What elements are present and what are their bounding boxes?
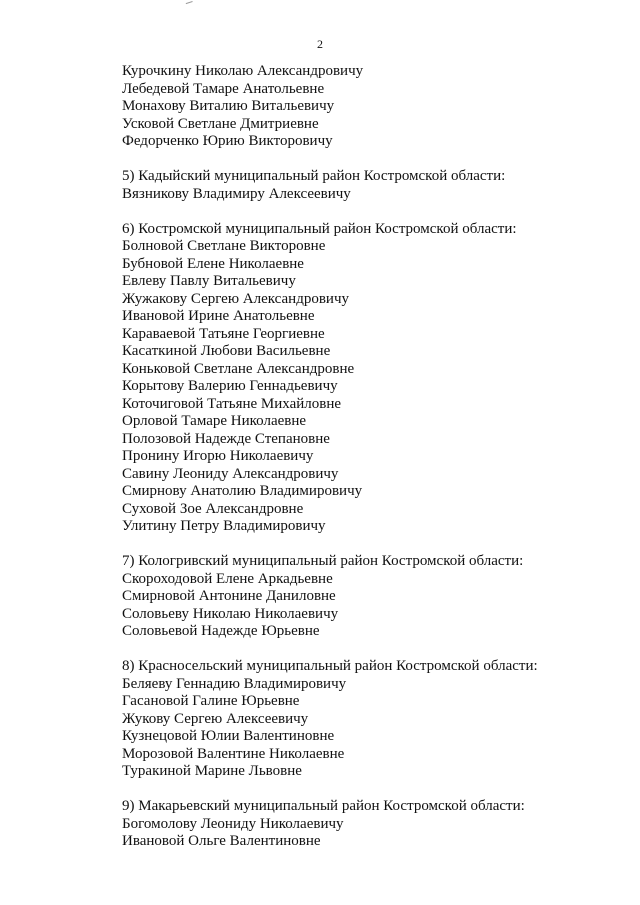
person-name: Бубновой Елене Николаевне: [122, 255, 304, 272]
person-name: Савину Леониду Александровичу: [122, 465, 339, 482]
district-heading: 9) Макарьевский муниципальный район Костромской области:: [122, 798, 525, 814]
person-name: Пронину Игорю Николаевичу: [122, 448, 314, 464]
person-name: Монахову Виталию Витальевичу: [122, 98, 335, 114]
person-name: Беляеву Геннадию Владимировичу: [122, 675, 347, 692]
section-spacer: [122, 641, 622, 659]
person-name: Смирновой Антонине Даниловне: [122, 588, 336, 604]
person-name: Скороходовой Елене Аркадьевне: [122, 570, 333, 587]
person-name: Орловой Тамаре Николаевне: [122, 413, 307, 429]
person-name: Федорченко Юрию Викторовичу: [122, 133, 333, 149]
page-number: 2: [317, 37, 323, 51]
person-name: Богомолову Леониду Николаевичу: [122, 815, 344, 832]
person-name: Касаткиной Любови Васильевне: [122, 343, 331, 359]
document-body: [122, 63, 622, 851]
person-name: Гасановой Галине Юрьевне: [122, 693, 300, 709]
person-name: Жукову Сергею Алексеевичу: [122, 710, 309, 727]
person-name: Усковой Светлане Дмитриевне: [122, 115, 319, 132]
district-section-makaryevsky: [122, 798, 622, 851]
district-heading: 6) Костромской муниципальный район Костромской области:: [122, 220, 517, 237]
person-name: Туракиной Марине Львовне: [122, 763, 302, 779]
person-name: Кузнецовой Юлии Валентиновне: [122, 728, 335, 744]
section-spacer: [122, 203, 622, 221]
district-heading: 8) Красносельский муниципальный район Костромской области:: [122, 658, 538, 674]
person-name: Коньковой Светлане Александровне: [122, 360, 355, 377]
person-name: Лебедевой Тамаре Анатольевне: [122, 80, 325, 97]
person-name: Соловьевой Надежде Юрьевне: [122, 623, 320, 639]
person-name: Корытову Валерию Геннадьевичу: [122, 378, 338, 394]
person-name: Ивановой Ирине Анатольевне: [122, 308, 315, 324]
district-section-kostromskoy: [122, 221, 622, 536]
top-name-list: [122, 63, 622, 151]
person-name: Смирнову Анатолию Владимировичу: [122, 483, 363, 499]
district-section-kologrivsky: [122, 553, 622, 641]
person-name: Вязникову Владимиру Алексеевичу: [122, 185, 351, 202]
section-spacer: [122, 536, 622, 554]
district-section-krasnoselsky: [122, 658, 622, 781]
person-name: Ивановой Ольге Валентиновне: [122, 833, 321, 849]
person-name: Морозовой Валентине Николаевне: [122, 745, 345, 762]
person-name: Соловьеву Николаю Николаевичу: [122, 605, 339, 622]
person-name: Коточиговой Татьяне Михайловне: [122, 395, 342, 412]
person-name: Курочкину Николаю Александровичу: [122, 63, 364, 79]
person-name: Суховой Зое Александровне: [122, 500, 304, 517]
person-name: Евлеву Павлу Витальевичу: [122, 273, 296, 289]
person-name: Жужакову Сергею Александровичу: [122, 290, 349, 307]
district-section-kadyisky: [122, 168, 622, 203]
person-name: Улитину Петру Владимировичу: [122, 518, 326, 534]
district-heading: 7) Кологривский муниципальный район Костромской области:: [122, 553, 524, 569]
person-name: Караваевой Татьяне Георгиевне: [122, 325, 325, 342]
section-spacer: [122, 781, 622, 799]
person-name: Болновой Светлане Викторовне: [122, 238, 326, 254]
person-name: Полозовой Надежде Степановне: [122, 430, 330, 447]
district-heading: 5) Кадыйский муниципальный район Костромской области:: [122, 168, 506, 184]
section-spacer: [122, 151, 622, 169]
scan-artifact-mark: [186, 1, 194, 6]
